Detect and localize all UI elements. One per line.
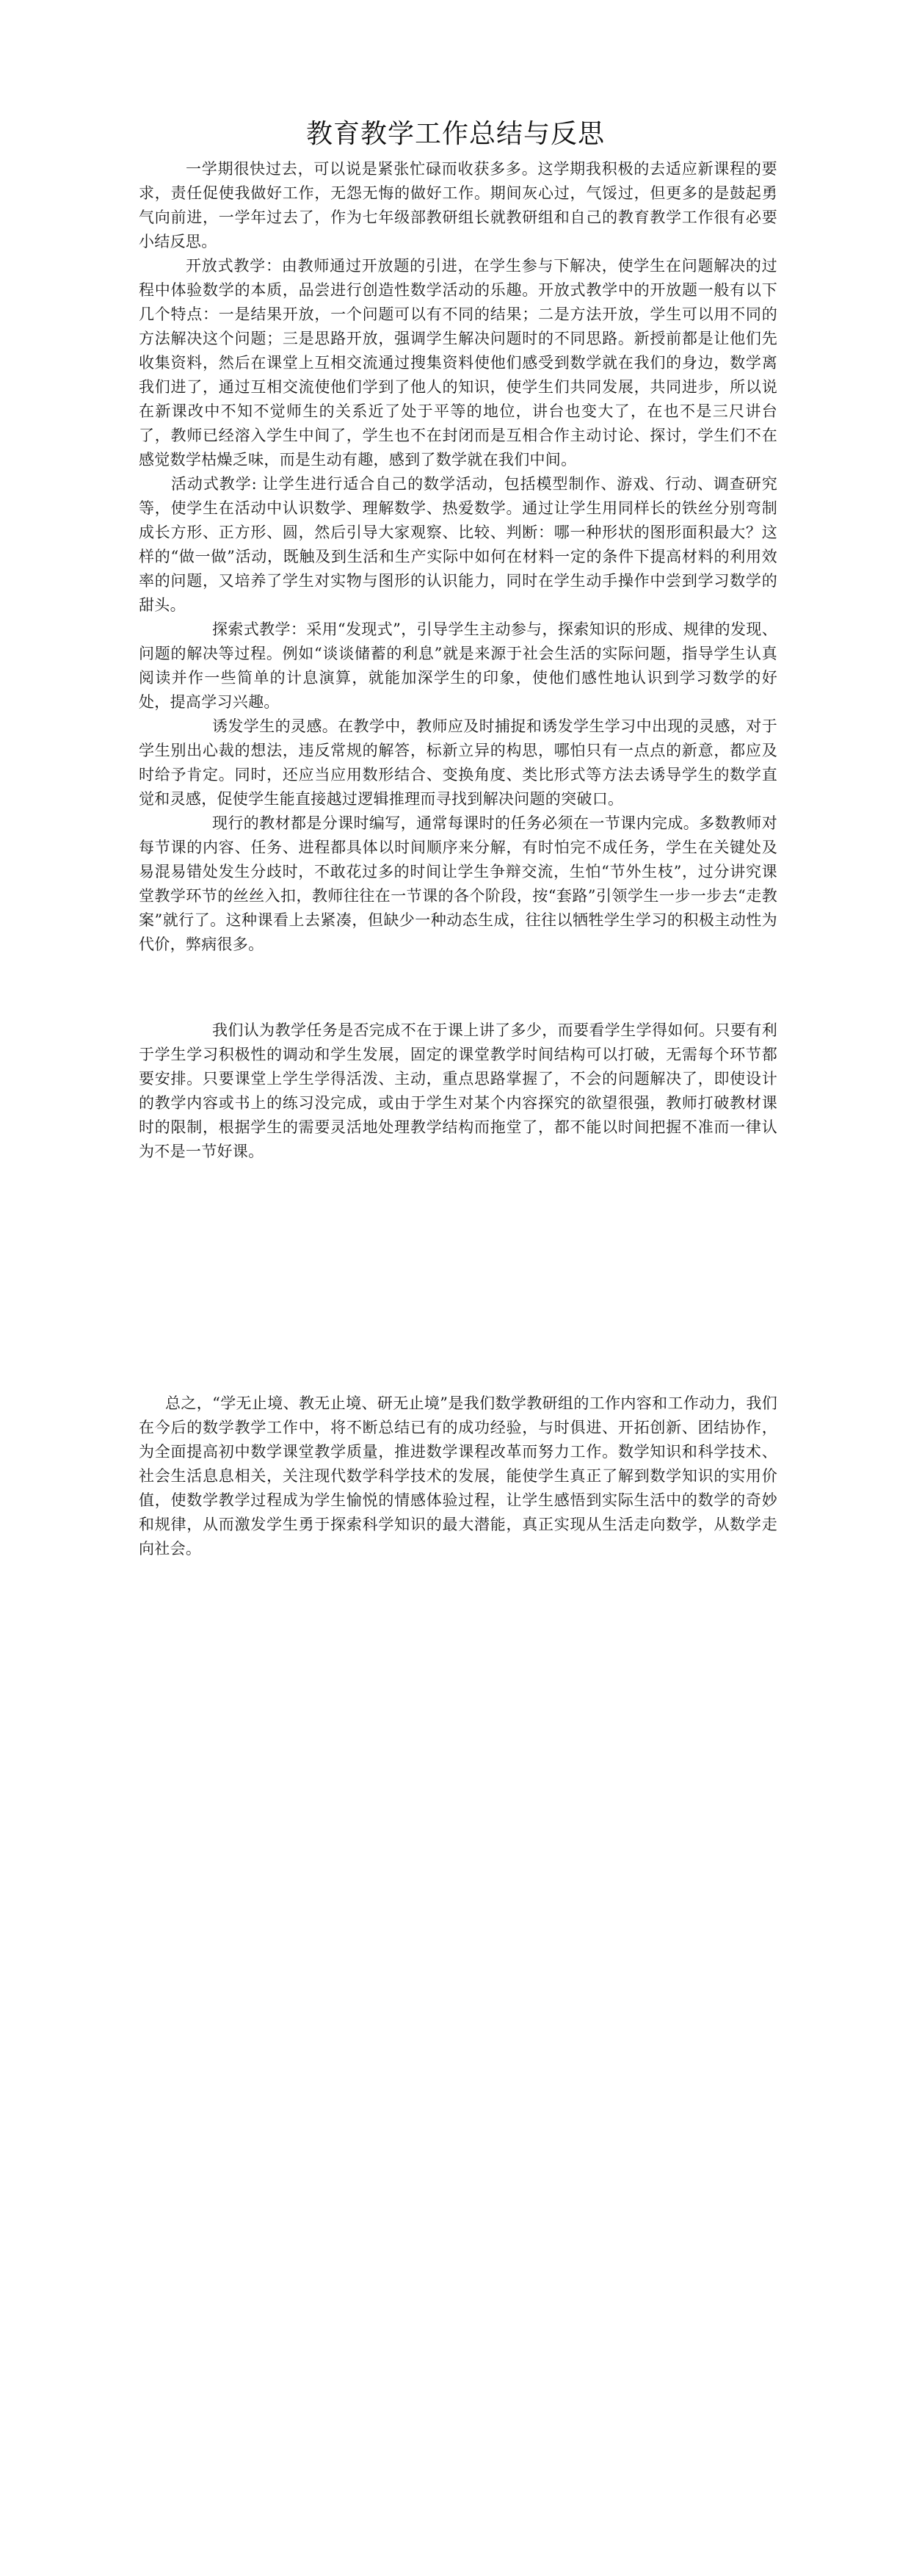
paragraph-exploration-teaching: 探索式教学：采用“发现式”，引导学生主动参与，探索知识的形成、规律的发现、问题的解决等过程。例如“谈谈储蓄的利息”就是来源于社会生活的实际问题，指导学生认真阅读并作一些简单的计息演算，就能加深学生的印象，使他们感性地认识到学习数学的好处，提高学习兴趣。 xyxy=(139,621,777,711)
paragraph-open-teaching: 开放式教学：由教师通过开放题的引进，在学生参与下解决，使学生在问题解决的过程中体验数学的本质，品尝进行创造性数学活动的乐趣。开放式教学中的开放题一般有以下几个特点：一是结果开放，一个问题可以有不同的结果；二是方法开放，学生可以用不同的方法解决这个问题；三是思路开放，强调学生解决问题时的不同思路。新授前都是让他们先收集资料，然后在课堂上互相交流通过搜集资料使他们感受到数学就在我们的身边，数学离我们进了，通过互相交流使他们学到了他人的知识，使学生们共同发展，共同进步，所以说在新课改中不知不觉师生的关系近了处于平等的地位，讲台也变大了，在也不是三尺讲台了，教师已经溶入学生中间了，学生也不在封闭而是互相合作主动讨论、探讨，学生们不在感觉数学枯燥乏味，而是生动有趣，感到了数学就在我们中间。 xyxy=(139,257,777,468)
paragraph-activity-teaching: 活动式教学: 让学生进行适合自己的数学活动，包括模型制作、游戏、行动、调查研究等，使学生在活动中认识数学、理解数学、热爱数学。通过让学生用同样长的铁丝分别弯制成长方形、正方形、圆，然后引导大家观察、比较、判断：哪一种形状的图形面积最大？这样的“做一做”活动，既触及到生活和生产实际中如何在材料一定的条件下提高材料的利用效率的问题，又培养了学生对实物与图形的认识能力，同时在学生动手操作中尝到学习数学的甜头。 xyxy=(139,475,777,614)
document-title: 教育教学工作总结与反思 xyxy=(305,119,605,149)
paragraph-conclusion: 总之，“学无止境、教无止境、研无止境”是我们数学教研组的工作内容和工作动力，我们在今后的数学教学工作中，将不断总结已有的成功经验，与时俱进、开拓创新、团结协作，为全面提高初中数学课堂教学质量，推进数学课程改革而努力工作。数学知识和科学技术、社会生活息息相关，关注现代数学科学技术的发展，能使学生真正了解到数学知识的实用价值，使数学教学过程成为学生愉悦的情感体验过程，让学生感悟到实际生活中的数学的奇妙和规律，从而激发学生勇于探索科学知识的最大潜能，真正实现从生活走向数学，从数学走向社会。 xyxy=(139,1394,777,1557)
body-section-reflection xyxy=(139,1019,777,1164)
body-section-main xyxy=(139,157,777,957)
paragraph-textbook-schedule: 现行的教材都是分课时编写，通常每课时的任务必须在一节课内完成。多数教师对每节课的内容、任务、进程都具体以时间顺序来分解，有时怕完不成任务，学生在关键处及易混易错处发生分歧时，不敢花过多的时间让学生争辩交流，生怕“节外生枝”，过分讲究课堂教学环节的丝丝入扣，教师往往在一节课的各个阶段，按“套路”引领学生一步一步去“走教案”就行了。这种课看上去紧凑，但缺少一种动态生成，往往以牺牲学生学习的积极主动性为代价，弊病很多。 xyxy=(139,814,777,953)
paragraph-inspiration: 诱发学生的灵感。在教学中，教师应及时捕捉和诱发学生学习中出现的灵感，对于学生别出心裁的想法，违反常规的解答，标新立异的构思，哪怕只有一点点的新意，都应及时给予肯定。同时，还应当应用数形结合、变换角度、类比形式等方法去诱导学生的数学直觉和灵感，促使学生能直接越过逻辑推理而寻找到解决问题的突破口。 xyxy=(139,717,777,808)
body-section-conclusion xyxy=(139,1392,777,1561)
paragraph-intro: 一学期很快过去，可以说是紧张忙碌而收获多多。这学期我积极的去适应新课程的要求，责任促使我做好工作，无怨无悔的做好工作。期间灰心过，气馁过，但更多的是鼓起勇气向前进，一学年过去了，作为七年级部教研组长就教研组和自己的教育教学工作很有必要小结反思。 xyxy=(139,160,777,250)
paragraph-teaching-tasks: 我们认为教学任务是否完成不在于课上讲了多少，而要看学生学得如何。只要有利于学生学习积极性的调动和学生发展，固定的课堂教学时间结构可以打破，无需每个环节都要安排。只要课堂上学生学得活泼、主动，重点思路掌握了，不会的问题解决了，即使设计的教学内容或书上的练习没完成，或由于学生对某个内容探究的欲望很强，教师打破教材课时的限制，根据学生的需要灵活地处理教学结构而拖堂了，都不能以时间把握不准而一律认为不是一节好课。 xyxy=(139,1021,777,1160)
